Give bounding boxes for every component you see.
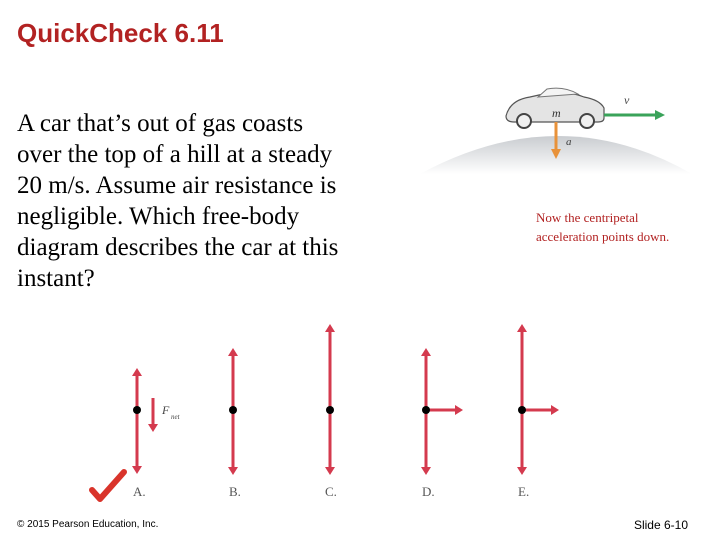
- net-force-label: F: [162, 403, 170, 417]
- question-line: over the top of a hill at a steady: [17, 141, 333, 168]
- slide-number: Slide 6-10: [633, 518, 688, 532]
- option-b-diagram: [229, 352, 241, 499]
- question-line: 20 m/s. Assume air resistance is: [17, 172, 337, 199]
- slide-title: QuickCheck 6.11: [17, 18, 224, 48]
- question-line: negligible. Which free-body: [17, 203, 300, 230]
- option-e-label: E.: [518, 484, 530, 499]
- note-line: acceleration points down.: [536, 229, 670, 244]
- question-line: A car that’s out of gas coasts: [17, 110, 304, 137]
- net-force-subscript: net: [171, 413, 180, 421]
- option-a-diagram: [92, 372, 181, 499]
- question-line: instant?: [17, 265, 95, 292]
- hill-car-figure: [420, 88, 692, 174]
- option-e-diagram: [518, 328, 555, 499]
- option-d-diagram: [422, 352, 459, 499]
- car-mass-label: m: [552, 106, 561, 120]
- option-c-diagram: [325, 328, 337, 499]
- option-b-label: B.: [229, 484, 241, 499]
- question-line: diagram describes the car at this: [17, 234, 339, 261]
- acceleration-label: a: [566, 136, 572, 148]
- option-c-label: C.: [325, 484, 337, 499]
- option-a-label: A.: [133, 484, 146, 499]
- option-d-label: D.: [422, 484, 435, 499]
- checkmark-icon: [92, 472, 124, 499]
- copyright-text: © 2015 Pearson Education, Inc.: [17, 519, 159, 530]
- velocity-label: v: [624, 93, 630, 107]
- note-line: Now the centripetal: [536, 210, 639, 225]
